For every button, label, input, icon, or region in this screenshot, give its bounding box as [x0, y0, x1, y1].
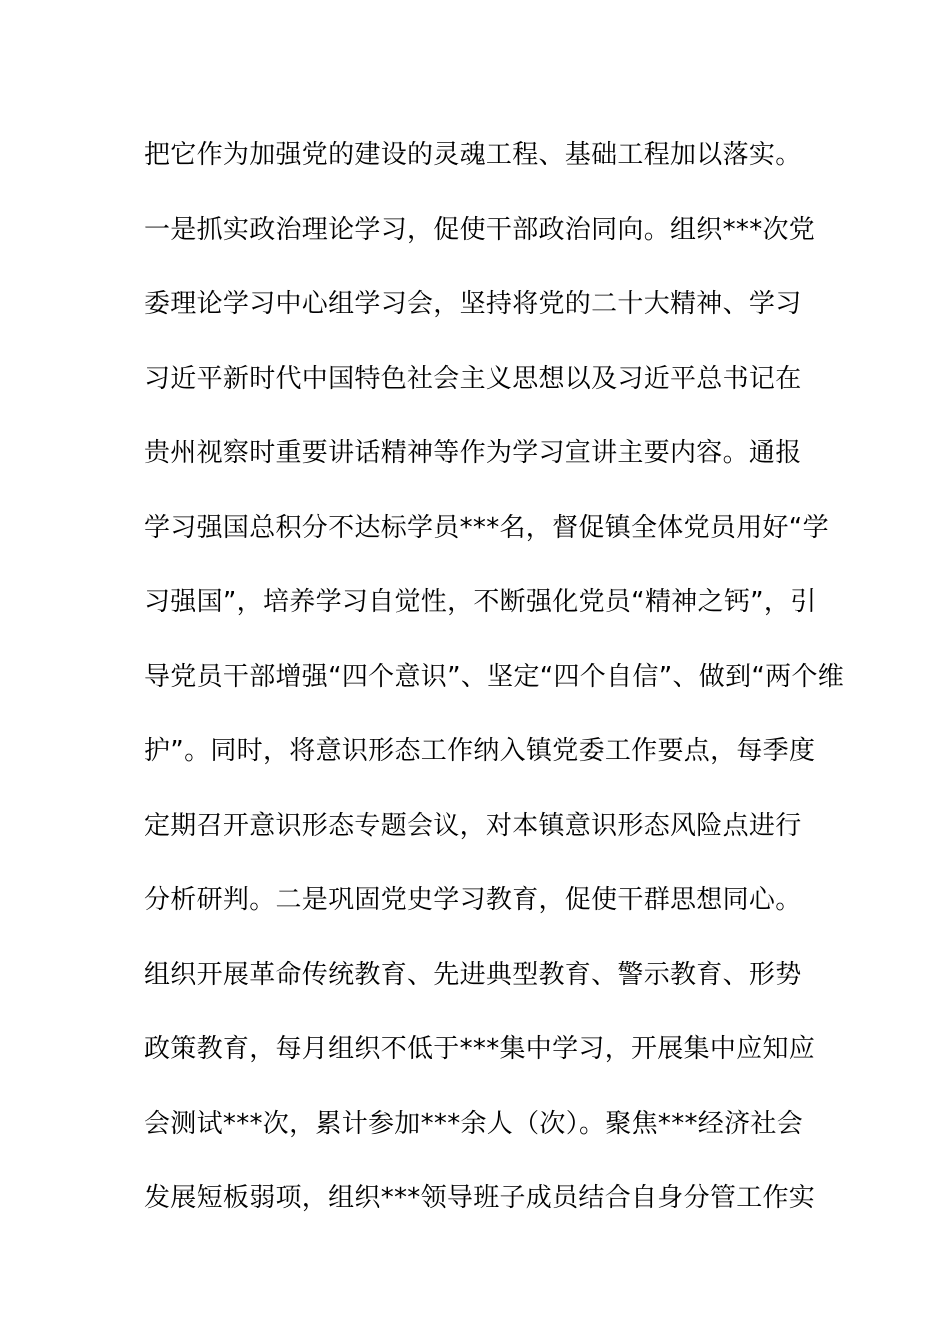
document-body: [144, 130, 845, 1248]
text-line: 一是抓实政治理论学习，促使干部政治同向。组织***次党: [144, 214, 816, 245]
text-line: 组织开展革命传统教育、先进典型教育、警示教育、形势: [144, 959, 802, 990]
text-line: 政策教育，每月组织不低于***集中学习，开展集中应知应: [144, 1034, 816, 1064]
text-line: 定期召开意识形态专题会议，对本镇意识形态风险点进行: [144, 810, 802, 841]
text-line: 委理论学习中心组学习会，坚持将党的二十大精神、学习: [144, 289, 802, 319]
text-line: 学习强国总积分不达标学员***名，督促镇全体党员用好“学: [144, 512, 829, 543]
text-line: 导党员干部增强“四个意识”、坚定“四个自信”、做到“两个维: [144, 661, 845, 692]
text-line: 分析研判。二是巩固党史学习教育，促使干群思想同心。: [144, 885, 802, 915]
text-line: 发展短板弱项，组织***领导班子成员结合自身分管工作实: [144, 1183, 816, 1213]
text-line: 护”。同时，将意识形态工作纳入镇党委工作要点，每季度: [144, 736, 816, 766]
text-line: 把它作为加强党的建设的灵魂工程、基础工程加以落实。: [144, 140, 802, 170]
text-line: 贵州视察时重要讲话精神等作为学习宣讲主要内容。通报: [144, 438, 802, 468]
text-line: 习强国”，培养学习自觉性，不断强化党员“精神之钙”，引: [144, 587, 817, 617]
text-line: 会测试***次，累计参加***余人（次）。聚焦***经济社会: [144, 1108, 804, 1139]
text-line: 习近平新时代中国特色社会主义思想以及习近平总书记在: [144, 363, 802, 394]
